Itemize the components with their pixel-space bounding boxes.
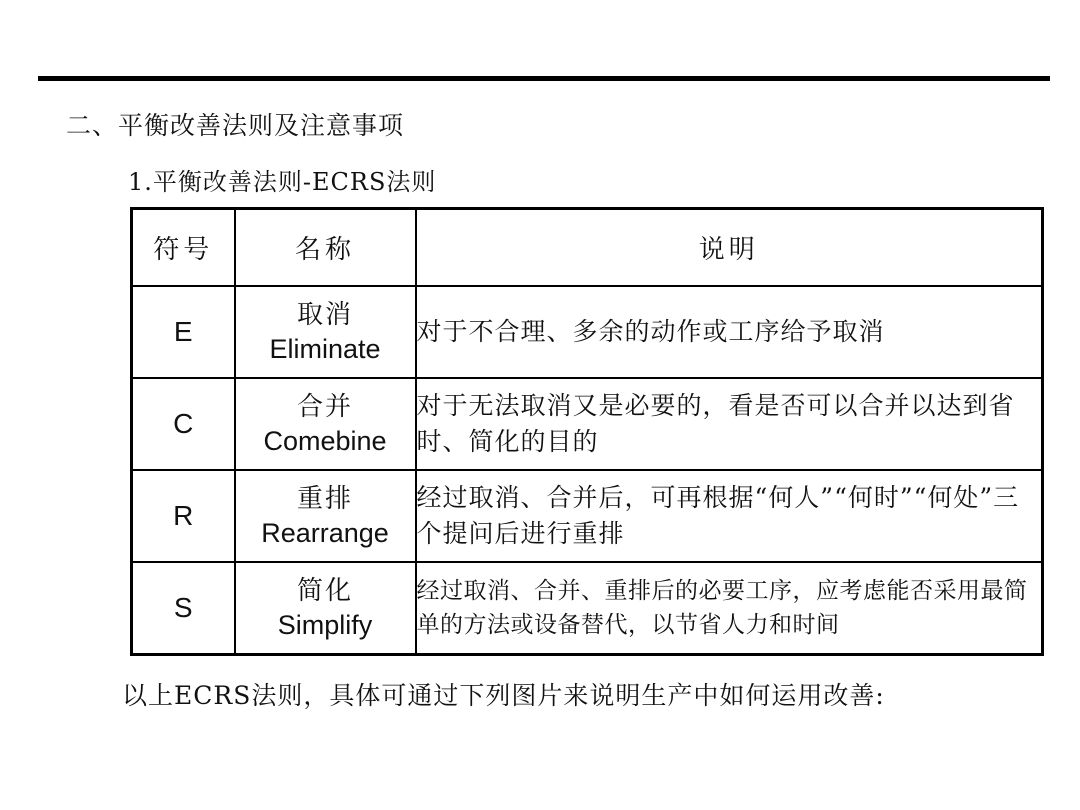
row-description: 对于无法取消又是必要的，看是否可以合并以达到省时、简化的目的 — [416, 378, 1043, 470]
header-symbol: 符号 — [132, 209, 235, 287]
row-name-chinese: 合并 — [296, 392, 353, 422]
row-name-english: Comebine — [263, 426, 387, 456]
row-name-chinese: 简化 — [296, 576, 353, 606]
footer-note: 以上ECRS法则，具体可通过下列图片来说明生产中如何运用改善: — [122, 681, 885, 710]
row-name — [235, 286, 416, 378]
row-name-chinese: 重排 — [296, 484, 353, 514]
section-heading: 二、平衡改善法则及注意事项 — [66, 111, 405, 140]
row-name — [235, 378, 416, 470]
row-name — [235, 470, 416, 562]
sub-heading: 1.平衡改善法则-ECRS法则 — [128, 168, 437, 196]
row-name-chinese: 取消 — [296, 300, 353, 330]
row-description: 经过取消、合并、重排后的必要工序，应考虑能否采用最简单的方法或设备替代，以节省人力和时间 — [416, 562, 1043, 655]
row-name-english: Simplify — [277, 610, 373, 640]
row-name — [235, 562, 416, 655]
row-symbol: S — [132, 562, 235, 655]
table-row-combine — [132, 378, 1043, 470]
row-name-english: Eliminate — [269, 334, 381, 364]
ecrs-table — [130, 207, 1044, 656]
table-row-rearrange — [132, 470, 1043, 562]
row-name-english: Rearrange — [261, 518, 389, 548]
row-symbol: R — [132, 470, 235, 562]
table-header-row — [132, 209, 1043, 287]
row-symbol: E — [132, 286, 235, 378]
header-name: 名称 — [235, 209, 416, 287]
header-description: 说明 — [416, 209, 1043, 287]
row-description: 对于不合理、多余的动作或工序给予取消 — [416, 286, 1043, 378]
top-divider-rule — [38, 76, 1050, 81]
row-symbol: C — [132, 378, 235, 470]
row-description: 经过取消、合并后，可再根据“何人”“何时”“何处”三个提问后进行重排 — [416, 470, 1043, 562]
table-row-eliminate — [132, 286, 1043, 378]
table-row-simplify — [132, 562, 1043, 655]
